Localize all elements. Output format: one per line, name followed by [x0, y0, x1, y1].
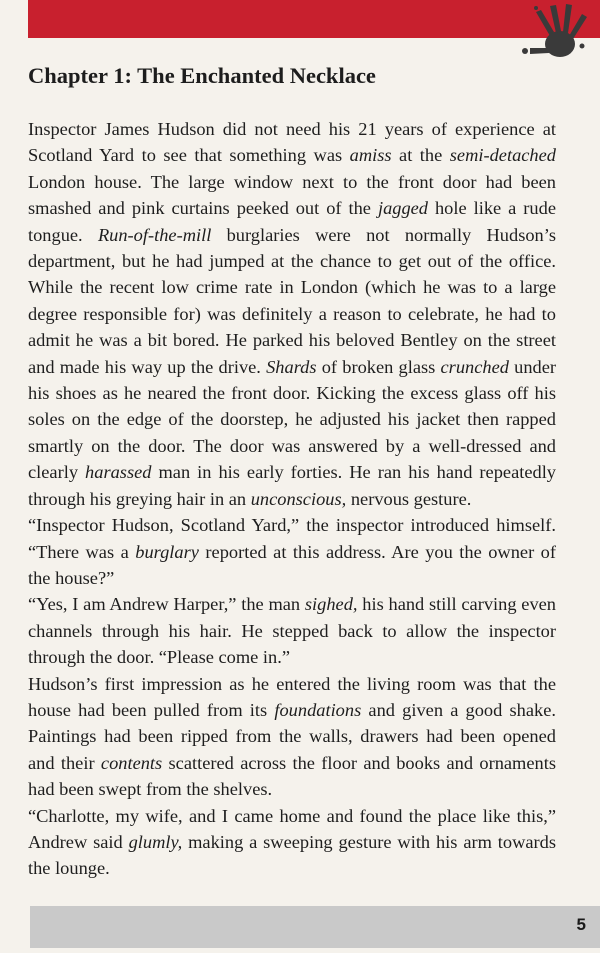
- paragraph: [28, 803, 556, 882]
- page-footer-bar: [30, 906, 600, 948]
- emphasized-word: harassed: [85, 462, 152, 483]
- text-run: his hand still carving even channels through his hair. He stepped back to allow the inspector through the door. “Please come in.”: [28, 594, 556, 668]
- text-run: reported at this address. Are you the owner of the house?”: [28, 541, 556, 588]
- text-run: making a sweeping gesture with his arm towards the lounge.: [28, 831, 556, 879]
- chapter-title: Chapter 1: The Enchanted Necklace: [28, 63, 376, 88]
- text-run: “Inspector Hudson, Scotland Yard,” the inspector introduced himself. “There was a: [28, 515, 556, 562]
- emphasized-word: jagged: [377, 198, 429, 219]
- text-run: hole like a rude tongue.: [28, 198, 556, 245]
- emphasized-word: unconscious,: [250, 488, 347, 509]
- handprint-icon: [516, 2, 594, 64]
- emphasized-word: semi-detached: [449, 145, 556, 166]
- text-run: of broken glass: [316, 356, 441, 377]
- text-run: scattered across the floor and books and ornaments had been swept from the shelves.: [28, 752, 556, 800]
- text-run: nervous gesture.: [346, 488, 472, 509]
- paragraph: [28, 512, 556, 591]
- emphasized-word: foundations: [274, 699, 362, 720]
- text-run: man in his early forties. He ran his hand repeatedly through his greying hair in an: [28, 462, 557, 509]
- text-run: burglaries were not normally Hudson’s department, but he had jumped at the chance to get out of the office. While the recent low crime rate in London (which he was to a large degree responsible for) was definitely a reason to celebrate, he had to admit he was a bit bored. He parked his beloved Bentley on the street and made his way up the drive.: [28, 224, 557, 377]
- text-run: London house. The large window next to the front door had been smashed and pink curtains peeked out of the: [28, 171, 556, 219]
- paragraph: [28, 591, 556, 670]
- chapter-body: [28, 116, 556, 882]
- emphasized-word: burglary: [135, 541, 199, 562]
- text-run: “Charlotte, my wife, and I came home and found the place like this,” Andrew said: [28, 805, 556, 852]
- text-run: Hudson’s first impression as he entered the living room was that the house had been pulled from its: [28, 673, 556, 720]
- text-run: “Yes, I am Andrew Harper,” the man: [28, 594, 305, 615]
- emphasized-word: glumly,: [128, 831, 183, 852]
- text-run: under his shoes as he neared the front door. Kicking the excess glass off his soles on the edge of the doorstep, he adjusted his jacket then rapped smartly on the door. The door was answered by a well-dressed and clearly: [28, 356, 557, 483]
- text-run: Inspector James Hudson did not need his 21 years of experience at Scotland Yard to see that something was: [28, 119, 556, 166]
- text-run: and given a good shake. Paintings had been ripped from the walls, drawers had been opened and their: [28, 699, 556, 773]
- emphasized-word: Run-of-the-mill: [97, 224, 212, 245]
- emphasized-word: crunched: [440, 356, 509, 377]
- top-banner: [28, 0, 600, 38]
- page-number: 5: [576, 915, 586, 934]
- emphasized-word: sighed,: [304, 594, 358, 615]
- text-run: at the: [391, 145, 450, 166]
- paragraph: [28, 116, 556, 512]
- emphasized-word: contents: [100, 752, 163, 773]
- paragraph: [28, 671, 556, 803]
- emphasized-word: amiss: [349, 145, 392, 166]
- emphasized-word: Shards: [266, 356, 317, 377]
